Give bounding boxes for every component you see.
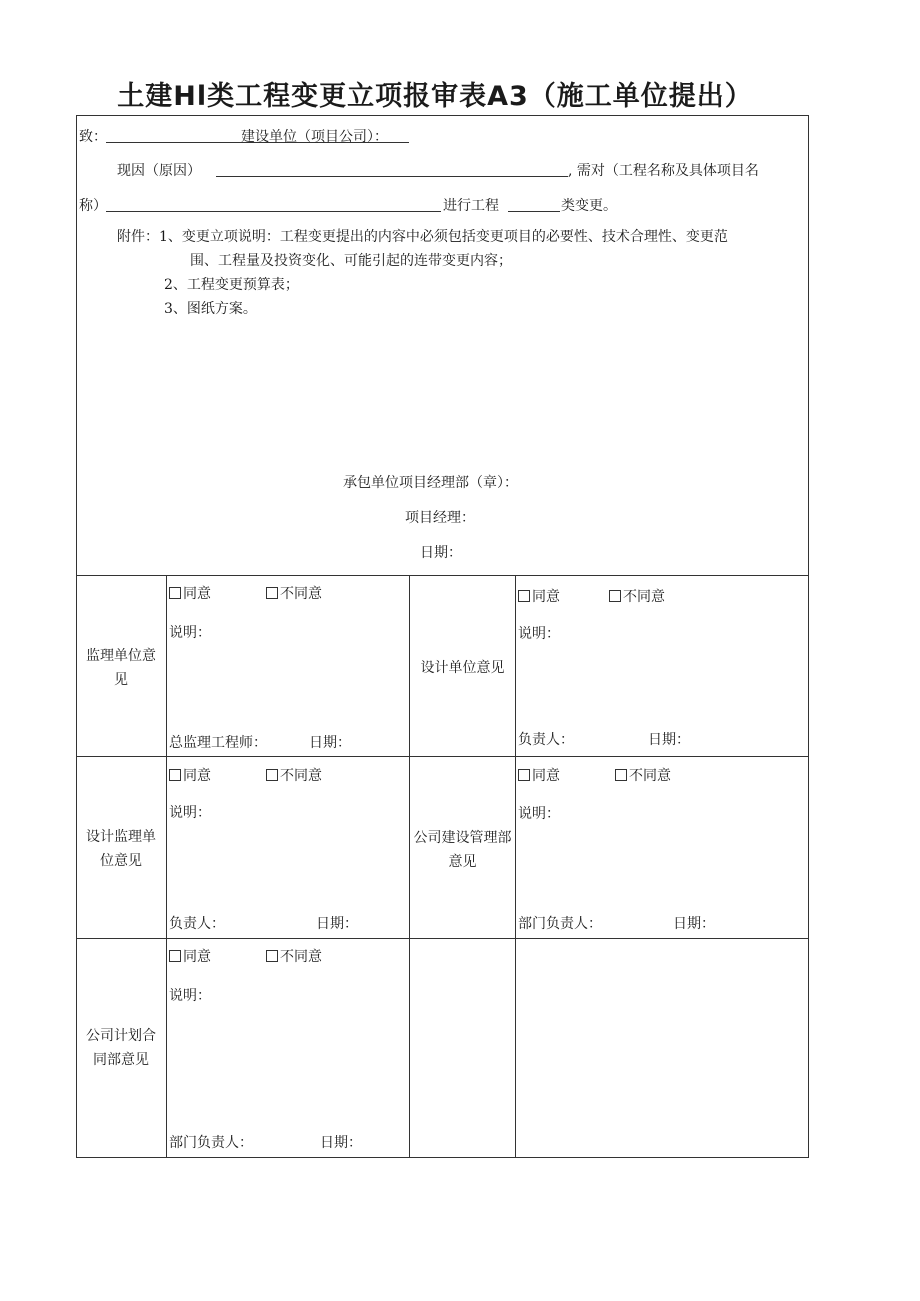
disagree-checkbox[interactable] — [266, 583, 322, 603]
explain-label: 说明： — [518, 806, 560, 822]
signer-label: 负责人： — [518, 732, 574, 748]
attachment-2: 2、工程变更预算表； — [164, 277, 299, 293]
agree-checkbox[interactable] — [518, 765, 560, 785]
date-label: 日期： — [320, 1135, 362, 1151]
disagree-label: 不同意 — [623, 589, 665, 605]
checkbox-icon[interactable] — [615, 769, 627, 781]
agree-checkbox[interactable] — [169, 946, 211, 966]
date-label: 日期： — [673, 916, 715, 932]
col-divider-2 — [409, 575, 410, 1158]
need-text: , 需对（工程名称及具体项目名 — [568, 163, 759, 179]
disagree-label: 不同意 — [280, 768, 322, 784]
supervision-opinion-label: 监理单位意见 — [86, 648, 156, 688]
agree-label: 同意 — [532, 768, 560, 784]
signer-label: 负责人： — [169, 916, 225, 932]
explain-label: 说明： — [169, 625, 211, 641]
perform-text: 进行工程 — [443, 198, 499, 214]
disagree-checkbox[interactable] — [615, 765, 671, 785]
construction-mgmt-opinion-label: 公司建设管理部意见 — [413, 830, 512, 870]
agree-label: 同意 — [183, 586, 211, 602]
agree-label: 同意 — [183, 768, 211, 784]
project-name-blank[interactable] — [106, 211, 441, 212]
row-divider-3 — [76, 938, 809, 939]
disagree-label: 不同意 — [280, 949, 322, 965]
checkbox-icon[interactable] — [518, 769, 530, 781]
checkbox-icon[interactable] — [169, 769, 181, 781]
col-divider-1 — [166, 575, 167, 1158]
reason-blank[interactable] — [216, 176, 568, 177]
explain-label: 说明： — [169, 805, 211, 821]
design-supervision-opinion-label: 设计监理单位意见 — [86, 829, 156, 869]
checkbox-icon[interactable] — [518, 590, 530, 602]
agree-label: 同意 — [183, 949, 211, 965]
signer-label: 部门负责人： — [518, 916, 602, 932]
checkbox-icon[interactable] — [169, 587, 181, 599]
checkbox-icon[interactable] — [266, 587, 278, 599]
change-class-text: 类变更。 — [561, 198, 617, 214]
disagree-checkbox[interactable] — [609, 586, 665, 606]
reason-label: 现因（原因） — [117, 163, 201, 179]
form-title: 土建Hl类工程变更立项报审表A3（施工单位提出） — [117, 81, 753, 112]
checkbox-icon[interactable] — [266, 950, 278, 962]
top-date-label: 日期： — [420, 545, 462, 561]
recipient-suffix: 建设单位（项目公司）： — [241, 129, 388, 145]
row-divider-1 — [76, 575, 809, 576]
attachment-3: 3、图纸方案。 — [164, 301, 257, 317]
date-label: 日期： — [309, 735, 351, 751]
attachment-1-cont: 围、工程量及投资变化、可能引起的连带变更内容； — [190, 253, 512, 269]
design-opinion-label: 设计单位意见 — [420, 660, 505, 676]
attachment-1: 附件：1、变更立项说明：工程变更提出的内容中必须包括变更项目的必要性、技术合理性、变更范 — [117, 229, 728, 245]
explain-label: 说明： — [169, 988, 211, 1004]
agree-checkbox[interactable] — [169, 583, 211, 603]
agree-checkbox[interactable] — [518, 586, 560, 606]
disagree-checkbox[interactable] — [266, 946, 322, 966]
disagree-label: 不同意 — [629, 768, 671, 784]
disagree-checkbox[interactable] — [266, 765, 322, 785]
agree-checkbox[interactable] — [169, 765, 211, 785]
checkbox-icon[interactable] — [169, 950, 181, 962]
project-manager-label: 项目经理： — [405, 510, 475, 526]
checkbox-icon[interactable] — [609, 590, 621, 602]
to-label: 致： — [79, 129, 107, 145]
date-label: 日期： — [316, 916, 358, 932]
date-label: 日期： — [648, 732, 690, 748]
checkbox-icon[interactable] — [266, 769, 278, 781]
planning-contract-opinion-label: 公司计划合同部意见 — [86, 1028, 156, 1068]
row-divider-2 — [76, 756, 809, 757]
agree-label: 同意 — [532, 589, 560, 605]
col-divider-3 — [515, 575, 516, 1158]
signer-label: 部门负责人： — [169, 1135, 253, 1151]
name-label: 称） — [79, 198, 107, 214]
contractor-dept-seal: 承包单位项目经理部（章）： — [343, 475, 518, 491]
disagree-label: 不同意 — [280, 586, 322, 602]
change-class-blank[interactable] — [508, 211, 560, 212]
explain-label: 说明： — [518, 626, 560, 642]
signer-label: 总监理工程师： — [169, 735, 267, 751]
